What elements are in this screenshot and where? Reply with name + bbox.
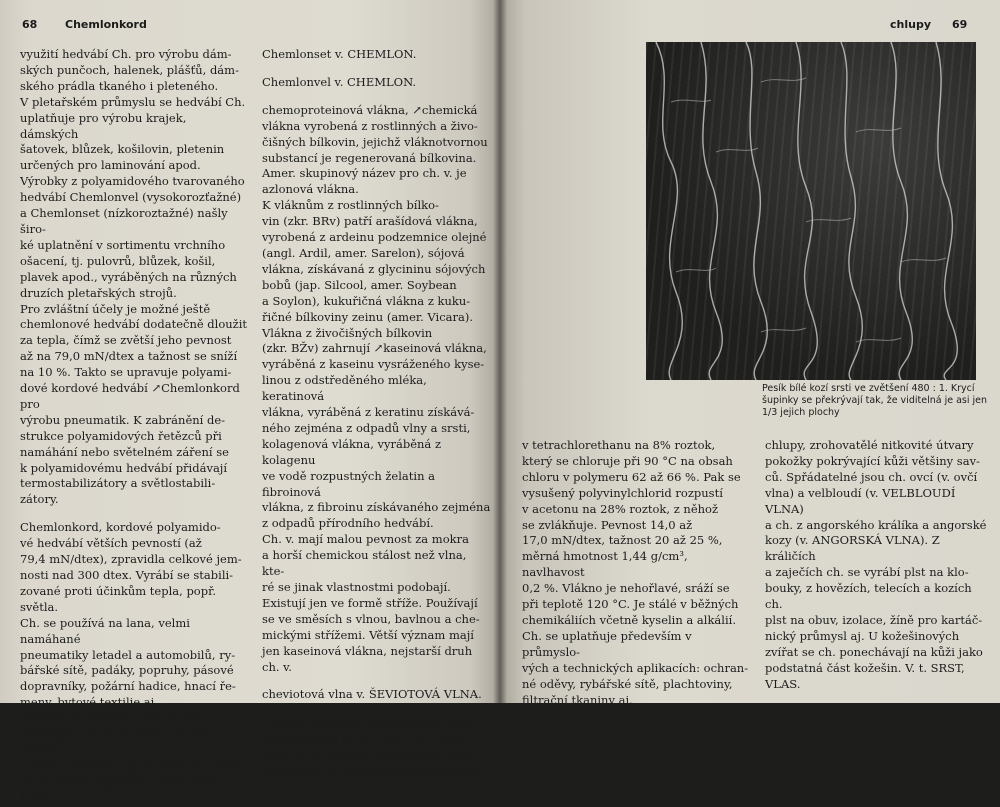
text-line: a horší chemickou stálost než vlna, kte- <box>262 548 467 579</box>
text-line: vlna) a velbloudí (v. VELBLOUDÍ VLNA) <box>765 485 956 516</box>
text-line: chemikáliích včetně kyselin a alkálií. <box>522 612 736 627</box>
text-line: Existují jen ve formě stříže. Používají <box>262 595 478 610</box>
text-line: Ch. se uplatňuje především v průmyslo- <box>522 628 692 659</box>
text-line: (zkr. BŽv) zahrnují ↗kaseinová vlákna, <box>262 341 487 356</box>
text-line: Chemlonkord, kordové polyamido- <box>20 520 221 535</box>
text-line: namáhání nebo světelném záření se <box>20 444 229 459</box>
text-line: vysušený polyvinylchlorid rozpustí <box>522 485 723 500</box>
left-page-number: 68 <box>22 18 38 31</box>
text-line: v tetrachlorethanu na 8% roztok, <box>522 438 716 452</box>
text-line: lontex k přímému zpracování do ploš- <box>20 758 240 773</box>
text-line: filtrační tkaniny aj. <box>522 692 633 707</box>
text-line: ného zejména z odpadů vlny a srsti, <box>262 420 471 435</box>
text-line: hedvábí Chemlonvel (vysokorozťažné) <box>20 190 242 205</box>
text-line: a ch. z angorského králíka a angorské <box>765 517 987 532</box>
text-line: Ch. v. mají malou pevnost za mokra <box>262 532 469 547</box>
text-line: se ve směsích s vlnou, bavlnou a che- <box>262 611 480 626</box>
text-line: chloru v polymeru 62 až 66 %. Pak se <box>522 469 741 484</box>
right-running-head: chlupy <box>890 18 931 31</box>
text-line: expeduje pod obchodním názvem Chem- <box>20 727 215 757</box>
text-line: termostabilizátory a světlostabili- <box>20 476 216 491</box>
text-line: vé hedvábí větších pevností (až <box>20 536 202 551</box>
text-line: vlákna vyrobená z rostlinných a živo- <box>262 118 478 133</box>
text-line: kozy (v. ANGORSKÁ VLNA). Z králičích <box>765 533 940 564</box>
text-line: kolagenová vlákna, vyráběná z kolagenu <box>262 436 441 467</box>
text-line: světla. <box>20 599 59 614</box>
left-column-1 <box>20 47 248 807</box>
text-line: 17,0 mN/dtex, tažnost 20 až 25 %, <box>522 533 723 548</box>
text-line: vlákna, získávaná z glycininu sójových <box>262 261 486 276</box>
text-line <box>262 63 492 75</box>
text-line: mickými střížemi. Větší význam mají <box>262 627 474 642</box>
text-line: ců. Spřádatelné jsou ch. ovcí (v. ovčí <box>765 469 978 484</box>
text-line: Chemlonvel v. CHEMLON. <box>262 74 417 89</box>
text-line: chlupy, zrohovatělé nitkovité útvary <box>765 438 974 452</box>
text-line: jen kaseinová vlákna, nejstarší druh <box>262 643 473 658</box>
text-line: vyrobená z ardeinu podzemnice olejné <box>262 230 487 245</box>
text-line <box>262 703 492 715</box>
text-line: k polyamidovému hedvábí přidávají <box>20 460 228 475</box>
text-line: Pro zvláštní účely je možné ještě <box>20 301 211 316</box>
text-line: ch. v. <box>262 659 292 674</box>
hair-scale-texture <box>646 42 976 380</box>
text-line: podstatná část kožešin. V. t. SRST, <box>765 660 965 675</box>
text-line: za tepla, čímž se zvětší jeho pevnost <box>20 333 232 348</box>
text-line: dové kordové hedvábí ↗Chemlonkord pro <box>20 381 240 411</box>
text-line: ve vodě rozpustných želatin a fibroinová <box>262 468 435 499</box>
text-line: šatovek, blůzek, košilovin, pletenin <box>20 142 225 157</box>
text-line: bářské sítě, padáky, popruhy, pásové <box>20 663 234 678</box>
text-line: Amer. skupinový název pro ch. v. je <box>262 166 467 181</box>
text-line: ké uplatnění v sortimentu vrchního <box>20 237 226 252</box>
right-page-number: 69 <box>952 18 968 31</box>
text-line: který se chloruje při 90 °C na obsah <box>522 453 733 468</box>
text-line: 79,4 mN/dtex), zpravidla celkové jem- <box>20 552 242 567</box>
text-line: V pletařském průmyslu se hedvábí Ch. <box>20 94 246 109</box>
text-line: uplatňuje pro výrobu krajek, dámských <box>20 110 187 141</box>
book-gutter <box>493 0 507 703</box>
text-line: nický průmysl aj. U kožešinových <box>765 628 960 643</box>
text-line: v acetonu na 28% roztok, z něhož <box>522 501 719 516</box>
text-line: ošacení, tj. pulovrů, blůzek, košil, <box>20 253 216 268</box>
text-line: se zvlákňuje. Pevnost 14,0 až <box>522 517 693 532</box>
text-line: při teplotě 120 °C. Je stálé v běžných <box>522 597 739 612</box>
right-page <box>500 0 1000 707</box>
text-line: měrná hmotnost 1,44 g/cm³, navlhavost <box>522 549 688 580</box>
text-line: bouky, z hovězích, telecích a kozích ch. <box>765 581 972 612</box>
text-line: na 10 %. Takto se upravuje polyami- <box>20 365 232 380</box>
text-line: ského prádla tkaného i pleteného. <box>20 78 219 93</box>
text-line: druzích pletařských strojů. <box>20 285 177 300</box>
text-line: až na 79,0 mN/dtex a tažnost se sníží <box>20 349 238 364</box>
text-line: Výrobky z polyamidového tvarovaného <box>20 174 245 189</box>
text-line: né oděvy, rybářské sítě, plachtoviny, <box>522 676 733 691</box>
text-line: krytin. <box>20 790 59 805</box>
text-line: vlákna, z fibroinu získávaného zejména <box>262 500 491 515</box>
text-line: z odpadů přírodního hedvábí. <box>262 516 434 531</box>
text-line: Chemlonset v. CHEMLON. <box>262 47 417 61</box>
text-line: výrobu pneumatik. K zabránění de- <box>20 412 226 427</box>
text-line: a zaječích ch. se vyrábí plst na klo- <box>765 565 969 580</box>
text-line: ných textilií, zejména podlahových <box>20 774 222 789</box>
micrograph-image <box>646 42 976 380</box>
text-line: Připravuje se rozpouštěním polymeru <box>262 763 482 778</box>
right-column-1 <box>522 438 750 708</box>
text-line: Barvený ve hmotě a tvarovaný se <box>20 711 214 726</box>
text-line: ských punčoch, halenek, plášťů, dám- <box>20 62 239 77</box>
left-page <box>0 0 500 805</box>
text-line: vyráběná z kaseinu vysráženého kyse- <box>262 357 485 372</box>
text-line: určených pro laminování apod. <box>20 158 201 173</box>
text-line: Vlákna z živočišných bílkovin <box>262 325 433 340</box>
text-line: plavek apod., vyráběných na různých <box>20 269 237 284</box>
text-line: strukce polyamidových řetězců při <box>20 428 222 443</box>
text-line: plst na obuv, izolace, žíně pro kartáč- <box>765 612 983 627</box>
left-running-head: Chemlonkord <box>65 18 147 31</box>
text-line: vlákna, vyráběná z keratinu získává- <box>262 405 475 420</box>
text-line: chemoproteinová vlákna, ↗chemická <box>262 102 478 117</box>
text-line: vin (zkr. BRv) patří arašídová vlákna, <box>262 214 478 229</box>
text-line: a Chemlonset (nízkoroztažné) našly širo- <box>20 206 228 236</box>
text-line: bobů (jap. Silcool, amer. Soybean <box>262 277 457 292</box>
text-line <box>262 675 492 687</box>
text-line: ré se jinak vlastnostmi podobají. <box>262 580 451 594</box>
text-line: RIDOVÁ VLÁKNA), vyráběné v SSSR. <box>262 747 480 762</box>
text-line <box>20 508 248 520</box>
right-column-2 <box>765 438 990 693</box>
text-line: zvířat se ch. ponechávají na kůži jako <box>765 644 983 659</box>
text-line: cheviotová vlna v. ŠEVIOTOVÁ VLNA. <box>262 687 482 702</box>
text-line: substancí je regenerovaná bílkovina. <box>262 150 477 165</box>
text-line: nosti nad 300 dtex. Vyrábí se stabili- <box>20 568 234 582</box>
text-line: (angl. Ardil, amer. Sarelon), sójová <box>262 245 465 260</box>
photo-caption: Pesík bílé kozí srsti ve zvětšení 480 : 1. Krycí šupinky se překrývají tak, že viditelná je asi jen 1/3 jejich plochy <box>762 383 988 418</box>
text-line: chemlonové hedvábí dodatečně dloužit <box>20 317 248 332</box>
text-line: pokožky pokrývající kůži většiny sav- <box>765 453 980 468</box>
text-line: azlonová vlákna. <box>262 182 359 197</box>
text-line: dopravníky, požární hadice, hnací ře- <box>20 679 236 694</box>
text-line: 0,2 %. Vlákno je nehořlavé, sráží se <box>522 581 730 596</box>
left-column-2 <box>262 47 492 779</box>
text-line: čišných bílkovin, jejichž vláknotvornou <box>262 134 488 149</box>
text-line: a Soylon), kukuřičná vlákna z kuku- <box>262 293 471 308</box>
text-line: zované proti účinkům tepla, popř. <box>20 583 216 598</box>
text-line: VLAS. <box>765 676 801 691</box>
text-line: Ch. se používá na lana, velmi namáhané <box>20 615 190 646</box>
text-line: linou z odstředěného mléka, keratinová <box>262 373 427 404</box>
text-line: vinylchloridu (v. t. POLYVINYLCHLO- <box>262 731 481 746</box>
text-line: řičné bílkoviny zeinu (amer. Vicara). <box>262 309 474 324</box>
text-line: K vláknům z rostlinných bílko- <box>262 198 439 213</box>
text-line <box>262 91 492 103</box>
text-line: využití hedvábí Ch. pro výrobu dám- <box>20 47 232 61</box>
text-line: meny, bytové textilie aj. <box>20 695 158 710</box>
text-line: vých a technických aplikacích: ochran- <box>522 660 749 675</box>
text-line: pneumatiky letadel a automobilů, ry- <box>20 647 236 662</box>
text-line: Chlorin, vlákno z chlorovaného poly- <box>262 715 476 730</box>
text-line: zátory. <box>20 492 59 507</box>
